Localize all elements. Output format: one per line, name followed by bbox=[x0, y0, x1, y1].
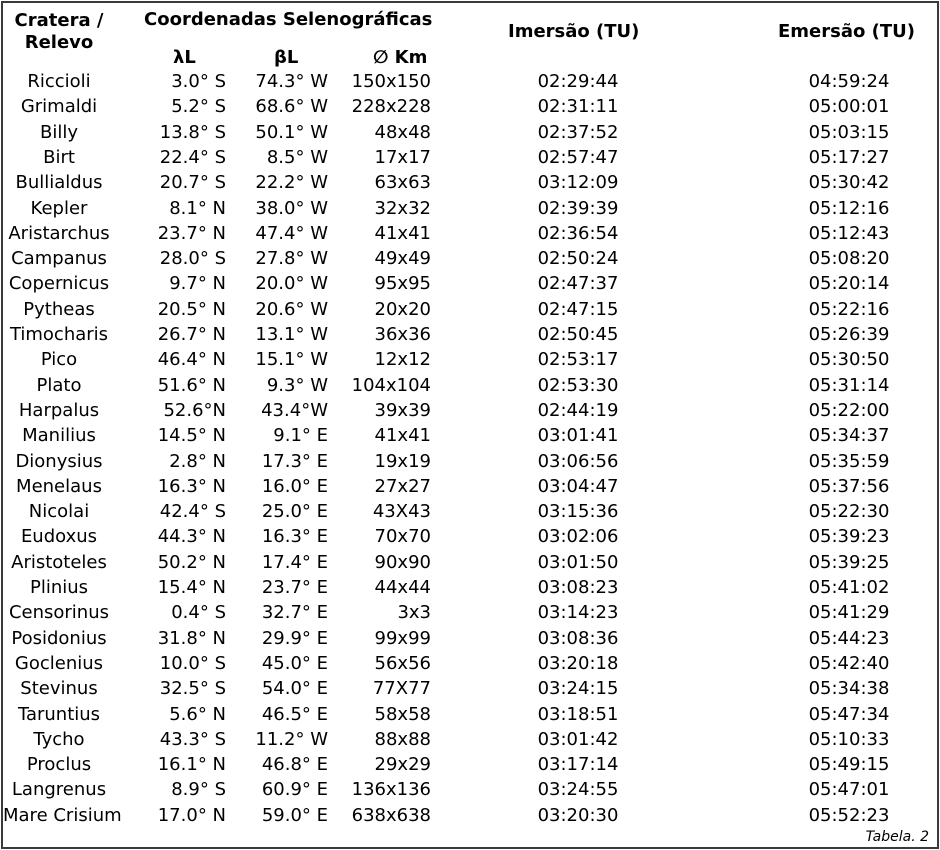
immersion-time: 02:47:37 bbox=[537, 273, 619, 295]
latitude-cell: 15.4° N bbox=[157, 577, 226, 598]
longitude-cell: 9.1° E bbox=[273, 425, 328, 447]
latitude-cell: 17.0° N bbox=[157, 804, 226, 826]
immersion-time: 03:20:18 bbox=[537, 652, 619, 674]
table-row bbox=[3, 550, 937, 575]
emersion-time: 05:34:38 bbox=[808, 678, 890, 700]
crater-name: Copernicus bbox=[8, 273, 110, 295]
immersion-time: 02:37:52 bbox=[537, 121, 619, 143]
longitude-cell: 50.1° W bbox=[255, 121, 328, 143]
emersion-time: 05:39:23 bbox=[808, 526, 890, 548]
table-row bbox=[3, 398, 937, 423]
diameter-cell: 43X43 bbox=[372, 501, 431, 523]
header-crater-line1: Cratera / bbox=[14, 10, 104, 31]
emersion-time: 05:52:23 bbox=[808, 804, 890, 826]
longitude-cell: 29.9° E bbox=[261, 627, 328, 649]
table-row bbox=[3, 120, 937, 145]
immersion-time: 02:50:45 bbox=[537, 324, 619, 345]
diameter-cell: 36x36 bbox=[374, 324, 431, 345]
immersion-time: 03:12:09 bbox=[537, 172, 619, 194]
crater-name: Taruntius bbox=[17, 703, 101, 725]
crater-name: Dionysius bbox=[15, 450, 103, 472]
diameter-cell: 49x49 bbox=[374, 248, 431, 270]
header-coordinates: Coordenadas Selenográficas bbox=[144, 9, 433, 30]
table-row bbox=[3, 777, 937, 802]
latitude-cell: 2.8° N bbox=[169, 450, 226, 472]
immersion-time: 03:15:36 bbox=[537, 501, 619, 523]
latitude-cell: 51.6° N bbox=[157, 374, 226, 396]
crater-name: Plinius bbox=[29, 577, 89, 598]
latitude-cell: 20.7° S bbox=[159, 172, 226, 194]
emersion-time: 05:22:00 bbox=[808, 399, 890, 421]
table-row bbox=[3, 651, 937, 676]
diameter-cell: 58x58 bbox=[374, 703, 431, 725]
table-row bbox=[3, 423, 937, 448]
immersion-time: 02:36:54 bbox=[537, 222, 619, 244]
immersion-time: 03:04:47 bbox=[537, 475, 619, 497]
table-row bbox=[3, 94, 937, 119]
crater-name: Billy bbox=[39, 121, 78, 143]
latitude-cell: 8.9° S bbox=[171, 779, 226, 801]
table-row bbox=[3, 373, 937, 398]
longitude-cell: 27.8° W bbox=[255, 248, 328, 270]
latitude-cell: 10.0° S bbox=[159, 652, 226, 674]
latitude-cell: 5.6° N bbox=[169, 703, 226, 725]
longitude-cell: 38.0° W bbox=[255, 197, 328, 219]
diameter-cell: 44x44 bbox=[374, 577, 431, 598]
table-row bbox=[3, 803, 937, 828]
table-row bbox=[3, 524, 937, 549]
latitude-cell: 50.2° N bbox=[157, 551, 226, 573]
immersion-time: 02:47:15 bbox=[537, 298, 619, 320]
emersion-time: 05:47:01 bbox=[808, 779, 890, 801]
latitude-cell: 20.5° N bbox=[157, 298, 226, 320]
longitude-cell: 17.3° E bbox=[261, 450, 328, 472]
latitude-cell: 16.1° N bbox=[157, 754, 226, 776]
crater-name: Bullialdus bbox=[15, 172, 103, 194]
immersion-time: 03:01:41 bbox=[537, 425, 619, 447]
latitude-cell: 23.7° N bbox=[157, 222, 226, 244]
longitude-cell: 54.0° E bbox=[261, 678, 328, 700]
latitude-cell: 44.3° N bbox=[157, 526, 226, 548]
latitude-cell: 13.8° S bbox=[159, 121, 226, 143]
header-latitude: λL bbox=[173, 47, 196, 68]
immersion-time: 03:02:06 bbox=[537, 526, 619, 548]
immersion-time: 03:17:14 bbox=[537, 754, 619, 776]
diameter-cell: 3x3 bbox=[397, 602, 431, 624]
table-row bbox=[3, 449, 937, 474]
crater-name: Menelaus bbox=[16, 475, 102, 497]
immersion-time: 02:53:17 bbox=[537, 349, 619, 371]
immersion-time: 02:44:19 bbox=[537, 399, 619, 421]
diameter-cell: 88x88 bbox=[374, 728, 431, 750]
emersion-time: 05:35:59 bbox=[808, 450, 890, 472]
longitude-cell: 32.7° E bbox=[261, 602, 328, 624]
emersion-time: 04:59:24 bbox=[808, 71, 890, 92]
longitude-cell: 43.4°W bbox=[261, 399, 328, 421]
immersion-time: 02:50:24 bbox=[537, 248, 619, 270]
immersion-time: 03:08:23 bbox=[537, 577, 619, 598]
immersion-time: 02:53:30 bbox=[537, 374, 619, 396]
immersion-time: 02:57:47 bbox=[537, 146, 619, 168]
longitude-cell: 9.3° W bbox=[266, 374, 328, 396]
diameter-cell: 19x19 bbox=[374, 450, 431, 472]
crater-name: Manilius bbox=[22, 425, 96, 447]
emersion-time: 05:20:14 bbox=[808, 273, 890, 295]
crater-name: Mare Crisium bbox=[3, 804, 122, 826]
diameter-cell: 136x136 bbox=[351, 779, 431, 801]
emersion-time: 05:31:14 bbox=[808, 374, 890, 396]
emersion-time: 05:47:34 bbox=[808, 703, 890, 725]
table-row bbox=[3, 221, 937, 246]
latitude-cell: 22.4° S bbox=[159, 146, 226, 168]
crater-name: Kepler bbox=[30, 197, 88, 219]
crater-name: Pico bbox=[40, 349, 78, 371]
table-row bbox=[3, 170, 937, 195]
diameter-cell: 95x95 bbox=[374, 273, 431, 295]
header-emersion: Emersão (TU) bbox=[778, 21, 915, 42]
crater-name: Grimaldi bbox=[20, 96, 98, 118]
crater-name: Goclenius bbox=[14, 652, 104, 674]
crater-name: Aristoteles bbox=[11, 551, 107, 573]
emersion-time: 05:34:37 bbox=[808, 425, 890, 447]
crater-name: Posidonius bbox=[11, 627, 107, 649]
immersion-time: 03:08:36 bbox=[537, 627, 619, 649]
latitude-cell: 5.2° S bbox=[171, 96, 226, 118]
table-row bbox=[3, 246, 937, 271]
diameter-cell: 638x638 bbox=[351, 804, 431, 826]
latitude-cell: 32.5° S bbox=[159, 678, 226, 700]
longitude-cell: 20.6° W bbox=[255, 298, 328, 320]
emersion-time: 05:22:30 bbox=[808, 501, 890, 523]
immersion-time: 02:29:44 bbox=[537, 71, 619, 92]
emersion-time: 05:37:56 bbox=[808, 475, 890, 497]
immersion-time: 03:24:55 bbox=[537, 779, 619, 801]
longitude-cell: 74.3° W bbox=[255, 71, 328, 92]
longitude-cell: 60.9° E bbox=[261, 779, 328, 801]
diameter-cell: 70x70 bbox=[374, 526, 431, 548]
table-row bbox=[3, 727, 937, 752]
longitude-cell: 13.1° W bbox=[255, 324, 328, 345]
emersion-time: 05:17:27 bbox=[808, 146, 890, 168]
table-frame bbox=[1, 1, 939, 849]
table-row bbox=[3, 474, 937, 499]
table-row bbox=[3, 626, 937, 651]
emersion-time: 05:26:39 bbox=[808, 324, 890, 345]
table-row bbox=[3, 752, 937, 777]
crater-name: Plato bbox=[36, 374, 82, 396]
immersion-time: 03:20:30 bbox=[537, 804, 619, 826]
latitude-cell: 0.4° S bbox=[171, 602, 226, 624]
immersion-time: 02:31:11 bbox=[537, 96, 619, 118]
diameter-cell: 63x63 bbox=[374, 172, 431, 194]
diameter-cell: 20x20 bbox=[374, 298, 431, 320]
header-longitude: βL bbox=[274, 47, 299, 68]
diameter-cell: 104x104 bbox=[351, 374, 431, 396]
longitude-cell: 68.6° W bbox=[255, 96, 328, 118]
longitude-cell: 11.2° W bbox=[255, 728, 328, 750]
emersion-time: 05:00:01 bbox=[808, 96, 890, 118]
crater-name: Aristarchus bbox=[8, 222, 110, 244]
longitude-cell: 23.7° E bbox=[261, 577, 328, 598]
longitude-cell: 46.8° E bbox=[261, 754, 328, 776]
crater-name: Campanus bbox=[11, 248, 107, 270]
immersion-time: 03:01:50 bbox=[537, 551, 619, 573]
emersion-time: 05:30:42 bbox=[808, 172, 890, 194]
diameter-cell: 99x99 bbox=[374, 627, 431, 649]
latitude-cell: 43.3° S bbox=[159, 728, 226, 750]
table-row bbox=[3, 347, 937, 372]
diameter-cell: 39x39 bbox=[374, 399, 431, 421]
table-row bbox=[3, 297, 937, 322]
latitude-cell: 9.7° N bbox=[169, 273, 226, 295]
table-row bbox=[3, 499, 937, 524]
crater-name: Nicolai bbox=[28, 501, 90, 523]
diameter-cell: 56x56 bbox=[374, 652, 431, 674]
latitude-cell: 16.3° N bbox=[157, 475, 226, 497]
longitude-cell: 47.4° W bbox=[255, 222, 328, 244]
crater-name: Censorinus bbox=[8, 602, 110, 624]
emersion-time: 05:41:29 bbox=[808, 602, 890, 624]
crater-name: Langrenus bbox=[11, 779, 107, 801]
immersion-time: 03:24:15 bbox=[537, 678, 619, 700]
crater-name: Timocharis bbox=[9, 324, 109, 345]
crater-name: Harpalus bbox=[18, 399, 100, 421]
longitude-cell: 46.5° E bbox=[261, 703, 328, 725]
table-row bbox=[3, 69, 937, 94]
emersion-time: 05:44:23 bbox=[808, 627, 890, 649]
table-row bbox=[3, 676, 937, 701]
longitude-cell: 8.5° W bbox=[266, 146, 328, 168]
longitude-cell: 17.4° E bbox=[261, 551, 328, 573]
diameter-cell: 12x12 bbox=[374, 349, 431, 371]
table-row bbox=[3, 600, 937, 625]
emersion-time: 05:39:25 bbox=[808, 551, 890, 573]
crater-name: Eudoxus bbox=[20, 526, 98, 548]
diameter-cell: 41x41 bbox=[374, 425, 431, 447]
emersion-time: 05:08:20 bbox=[808, 248, 890, 270]
immersion-time: 03:18:51 bbox=[537, 703, 619, 725]
header-immersion: Imersão (TU) bbox=[508, 21, 640, 42]
immersion-time: 03:14:23 bbox=[537, 602, 619, 624]
diameter-cell: 29x29 bbox=[374, 754, 431, 776]
latitude-cell: 14.5° N bbox=[157, 425, 226, 447]
latitude-cell: 3.0° S bbox=[171, 71, 226, 92]
latitude-cell: 28.0° S bbox=[159, 248, 226, 270]
crater-name: Tycho bbox=[33, 728, 85, 750]
diameter-cell: 32x32 bbox=[374, 197, 431, 219]
latitude-cell: 31.8° N bbox=[157, 627, 226, 649]
latitude-cell: 52.6°N bbox=[163, 399, 226, 421]
immersion-time: 03:01:42 bbox=[537, 728, 619, 750]
emersion-time: 05:42:40 bbox=[808, 652, 890, 674]
table-row bbox=[3, 322, 937, 347]
latitude-cell: 46.4° N bbox=[157, 349, 226, 371]
longitude-cell: 25.0° E bbox=[261, 501, 328, 523]
longitude-cell: 15.1° W bbox=[255, 349, 328, 371]
longitude-cell: 16.3° E bbox=[261, 526, 328, 548]
latitude-cell: 42.4° S bbox=[159, 501, 226, 523]
header-diameter: ∅ Km bbox=[373, 47, 428, 68]
diameter-cell: 77X77 bbox=[372, 678, 431, 700]
header-crater-line2: Relevo bbox=[24, 32, 94, 53]
table-caption: Tabela. 2 bbox=[865, 829, 929, 845]
diameter-cell: 27x27 bbox=[374, 475, 431, 497]
diameter-cell: 228x228 bbox=[351, 96, 431, 118]
crater-name: Birt bbox=[43, 146, 75, 168]
diameter-cell: 48x48 bbox=[374, 121, 431, 143]
longitude-cell: 16.0° E bbox=[261, 475, 328, 497]
latitude-cell: 8.1° N bbox=[169, 197, 226, 219]
header-crater bbox=[11, 10, 107, 54]
crater-name: Riccioli bbox=[27, 71, 91, 92]
latitude-cell: 26.7° N bbox=[157, 324, 226, 345]
table-row bbox=[3, 196, 937, 221]
emersion-time: 05:10:33 bbox=[808, 728, 890, 750]
immersion-time: 02:39:39 bbox=[537, 197, 619, 219]
emersion-time: 05:03:15 bbox=[808, 121, 890, 143]
longitude-cell: 59.0° E bbox=[261, 804, 328, 826]
crater-name: Proclus bbox=[26, 754, 92, 776]
emersion-time: 05:12:43 bbox=[808, 222, 890, 244]
emersion-time: 05:49:15 bbox=[808, 754, 890, 776]
emersion-time: 05:41:02 bbox=[808, 577, 890, 598]
diameter-cell: 150x150 bbox=[351, 71, 431, 92]
crater-name: Stevinus bbox=[20, 678, 98, 700]
diameter-cell: 17x17 bbox=[374, 146, 431, 168]
emersion-time: 05:30:50 bbox=[808, 349, 890, 371]
crater-name: Pytheas bbox=[23, 298, 95, 320]
emersion-time: 05:12:16 bbox=[808, 197, 890, 219]
diameter-cell: 41x41 bbox=[374, 222, 431, 244]
table-row bbox=[3, 271, 937, 296]
diameter-cell: 90x90 bbox=[374, 551, 431, 573]
immersion-time: 03:06:56 bbox=[537, 450, 619, 472]
table-row bbox=[3, 145, 937, 170]
longitude-cell: 20.0° W bbox=[255, 273, 328, 295]
longitude-cell: 45.0° E bbox=[261, 652, 328, 674]
table-row bbox=[3, 575, 937, 600]
longitude-cell: 22.2° W bbox=[255, 172, 328, 194]
table-row bbox=[3, 702, 937, 727]
emersion-time: 05:22:16 bbox=[808, 298, 890, 320]
